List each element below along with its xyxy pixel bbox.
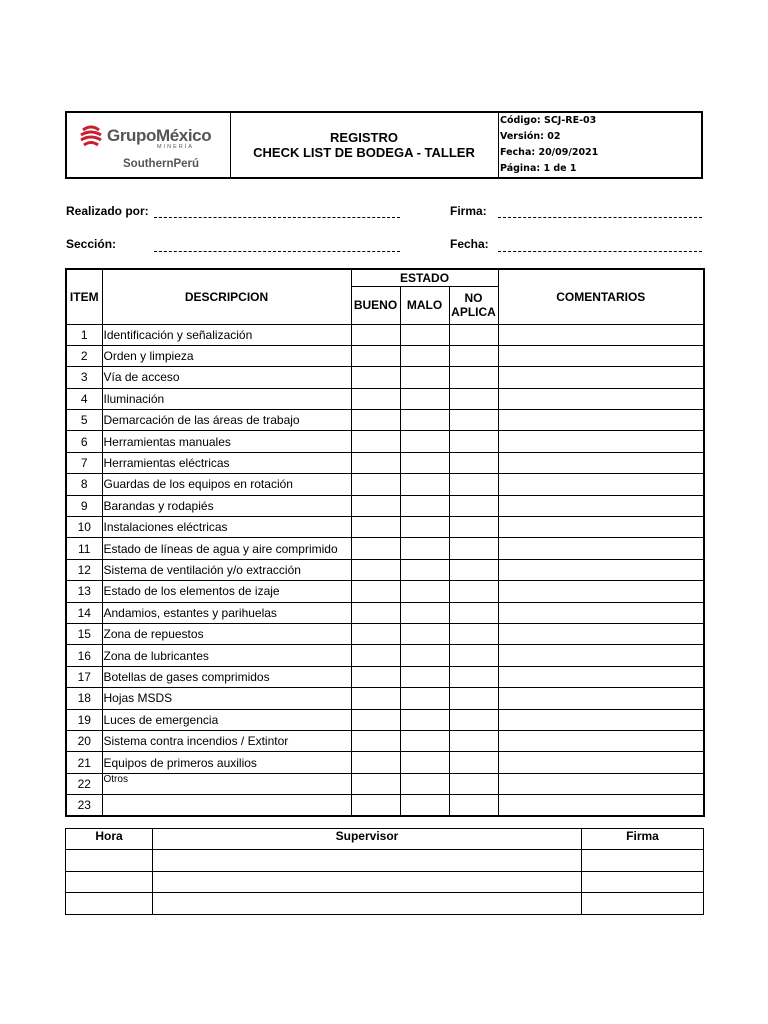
bueno-cell[interactable] bbox=[351, 752, 400, 773]
checklist-table bbox=[65, 268, 705, 817]
no-aplica-cell[interactable] bbox=[449, 474, 498, 495]
item-cell: 19 bbox=[66, 709, 102, 730]
no-aplica-cell[interactable] bbox=[449, 623, 498, 644]
no-aplica-cell[interactable] bbox=[449, 730, 498, 751]
item-cell: 11 bbox=[66, 538, 102, 559]
no-aplica-header bbox=[449, 286, 498, 324]
bueno-cell[interactable] bbox=[351, 538, 400, 559]
bueno-cell[interactable] bbox=[351, 666, 400, 687]
no-aplica-cell[interactable] bbox=[449, 452, 498, 473]
no-aplica-cell[interactable] bbox=[449, 559, 498, 580]
supervisor-row bbox=[66, 871, 704, 893]
hora-cell[interactable] bbox=[66, 871, 153, 893]
malo-cell[interactable] bbox=[400, 602, 449, 623]
document-title bbox=[230, 113, 499, 177]
bueno-cell[interactable] bbox=[351, 730, 400, 751]
descripcion-cell: Otros bbox=[102, 773, 351, 794]
comentarios-cell[interactable] bbox=[498, 773, 704, 794]
logo-brand: GrupoMéxico bbox=[107, 126, 212, 145]
no-aplica-cell[interactable] bbox=[449, 345, 498, 366]
malo-cell[interactable] bbox=[400, 345, 449, 366]
comentarios-cell[interactable] bbox=[498, 581, 704, 602]
comentarios-cell[interactable] bbox=[498, 452, 704, 473]
no-aplica-cell[interactable] bbox=[449, 431, 498, 452]
supervisor-cell[interactable] bbox=[153, 871, 582, 893]
no-aplica-cell[interactable] bbox=[449, 538, 498, 559]
no-aplica-cell[interactable] bbox=[449, 367, 498, 388]
table-row bbox=[66, 324, 704, 345]
comentarios-cell[interactable] bbox=[498, 538, 704, 559]
firma-label: Firma: bbox=[450, 204, 487, 218]
descripcion-cell: Vía de acceso bbox=[102, 367, 351, 388]
table-row bbox=[66, 367, 704, 388]
bueno-cell[interactable] bbox=[351, 709, 400, 730]
bueno-cell[interactable] bbox=[351, 623, 400, 644]
table-row bbox=[66, 559, 704, 580]
bueno-cell[interactable] bbox=[351, 345, 400, 366]
title-line-1: REGISTRO bbox=[330, 130, 398, 145]
malo-cell[interactable] bbox=[400, 367, 449, 388]
descripcion-cell: Botellas de gases comprimidos bbox=[102, 666, 351, 687]
supervisor-header: Supervisor bbox=[153, 829, 582, 850]
supervisor-table bbox=[65, 828, 704, 915]
descripcion-cell: Guardas de los equipos en rotación bbox=[102, 474, 351, 495]
table-row bbox=[66, 474, 704, 495]
comentarios-cell[interactable] bbox=[498, 388, 704, 409]
descripcion-cell: Sistema contra incendios / Extintor bbox=[102, 730, 351, 751]
malo-cell[interactable] bbox=[400, 431, 449, 452]
descripcion-cell: Demarcación de las áreas de trabajo bbox=[102, 410, 351, 431]
comentarios-cell[interactable] bbox=[498, 730, 704, 751]
table-row bbox=[66, 495, 704, 516]
malo-cell[interactable] bbox=[400, 452, 449, 473]
table-row bbox=[66, 688, 704, 709]
item-header: ITEM bbox=[66, 269, 102, 324]
item-cell: 20 bbox=[66, 730, 102, 751]
item-cell: 15 bbox=[66, 623, 102, 644]
document-header bbox=[65, 111, 703, 179]
supervisor-cell[interactable] bbox=[153, 850, 582, 872]
table-row bbox=[66, 431, 704, 452]
descripcion-header: DESCRIPCION bbox=[102, 269, 351, 324]
malo-cell[interactable] bbox=[400, 410, 449, 431]
no-aplica-cell[interactable] bbox=[449, 709, 498, 730]
table-row bbox=[66, 345, 704, 366]
bueno-cell[interactable] bbox=[351, 388, 400, 409]
hora-cell[interactable] bbox=[66, 893, 153, 915]
logo bbox=[67, 113, 231, 177]
no-aplica-cell[interactable] bbox=[449, 752, 498, 773]
table-row bbox=[66, 752, 704, 773]
comentarios-cell[interactable] bbox=[498, 752, 704, 773]
logo-division: MINERÍA bbox=[157, 144, 194, 150]
no-aplica-line-2: APLICA bbox=[451, 305, 496, 319]
descripcion-cell: Instalaciones eléctricas bbox=[102, 517, 351, 538]
firma-cell[interactable] bbox=[582, 871, 704, 893]
comentarios-header: COMENTARIOS bbox=[498, 269, 704, 324]
item-cell: 10 bbox=[66, 517, 102, 538]
version: Versión: 02 bbox=[500, 131, 561, 142]
no-aplica-cell[interactable] bbox=[449, 602, 498, 623]
table-row bbox=[66, 602, 704, 623]
realizado-por-label: Realizado por: bbox=[66, 204, 149, 218]
descripcion-cell: Identificación y señalización bbox=[102, 324, 351, 345]
malo-cell[interactable] bbox=[400, 752, 449, 773]
malo-cell[interactable] bbox=[400, 388, 449, 409]
item-cell: 21 bbox=[66, 752, 102, 773]
no-aplica-cell[interactable] bbox=[449, 773, 498, 794]
malo-cell[interactable] bbox=[400, 795, 449, 817]
bueno-cell[interactable] bbox=[351, 452, 400, 473]
item-cell: 18 bbox=[66, 688, 102, 709]
table-row bbox=[66, 452, 704, 473]
bueno-cell[interactable] bbox=[351, 410, 400, 431]
bueno-cell[interactable] bbox=[351, 581, 400, 602]
table-row bbox=[66, 581, 704, 602]
item-cell: 14 bbox=[66, 602, 102, 623]
malo-cell[interactable] bbox=[400, 730, 449, 751]
descripcion-cell: Andamios, estantes y parihuelas bbox=[102, 602, 351, 623]
comentarios-cell[interactable] bbox=[498, 431, 704, 452]
document-metadata bbox=[499, 113, 701, 177]
hora-header: Hora bbox=[66, 829, 153, 850]
table-row bbox=[66, 517, 704, 538]
item-cell: 8 bbox=[66, 474, 102, 495]
table-row bbox=[66, 410, 704, 431]
seccion-field[interactable] bbox=[154, 251, 400, 252]
comentarios-cell[interactable] bbox=[498, 795, 704, 817]
comentarios-cell[interactable] bbox=[498, 367, 704, 388]
no-aplica-cell[interactable] bbox=[449, 581, 498, 602]
malo-cell[interactable] bbox=[400, 773, 449, 794]
codigo: Código: SCJ-RE-03 bbox=[500, 115, 597, 126]
table-row bbox=[66, 388, 704, 409]
comentarios-cell[interactable] bbox=[498, 517, 704, 538]
firma-cell[interactable] bbox=[582, 850, 704, 872]
descripcion-cell: Sistema de ventilación y/o extracción bbox=[102, 559, 351, 580]
descripcion-cell: Herramientas manuales bbox=[102, 431, 351, 452]
bueno-cell[interactable] bbox=[351, 559, 400, 580]
no-aplica-cell[interactable] bbox=[449, 666, 498, 687]
descripcion-cell: Estado de los elementos de izaje bbox=[102, 581, 351, 602]
descripcion-cell: Zona de lubricantes bbox=[102, 645, 351, 666]
firma-cell[interactable] bbox=[582, 893, 704, 915]
bueno-cell[interactable] bbox=[351, 431, 400, 452]
no-aplica-cell[interactable] bbox=[449, 324, 498, 345]
bueno-header: BUENO bbox=[351, 286, 400, 324]
comentarios-cell[interactable] bbox=[498, 688, 704, 709]
item-cell: 23 bbox=[66, 795, 102, 817]
descripcion-cell: Orden y limpieza bbox=[102, 345, 351, 366]
bueno-cell[interactable] bbox=[351, 517, 400, 538]
no-aplica-cell[interactable] bbox=[449, 517, 498, 538]
table-row bbox=[66, 773, 704, 794]
item-cell: 6 bbox=[66, 431, 102, 452]
comentarios-cell[interactable] bbox=[498, 623, 704, 644]
seccion-label: Sección: bbox=[66, 237, 117, 251]
table-row bbox=[66, 795, 704, 817]
item-cell: 22 bbox=[66, 773, 102, 794]
table-row bbox=[66, 645, 704, 666]
comentarios-cell[interactable] bbox=[498, 495, 704, 516]
supervisor-body bbox=[66, 850, 704, 915]
malo-header: MALO bbox=[400, 286, 449, 324]
no-aplica-cell[interactable] bbox=[449, 688, 498, 709]
bueno-cell[interactable] bbox=[351, 795, 400, 817]
no-aplica-cell[interactable] bbox=[449, 410, 498, 431]
malo-cell[interactable] bbox=[400, 688, 449, 709]
malo-cell[interactable] bbox=[400, 474, 449, 495]
bueno-cell[interactable] bbox=[351, 474, 400, 495]
hora-cell[interactable] bbox=[66, 850, 153, 872]
malo-cell[interactable] bbox=[400, 581, 449, 602]
comentarios-cell[interactable] bbox=[498, 474, 704, 495]
comentarios-cell[interactable] bbox=[498, 324, 704, 345]
descripcion-cell: Estado de líneas de agua y aire comprimido bbox=[102, 538, 351, 559]
descripcion-cell bbox=[102, 795, 351, 817]
comentarios-cell[interactable] bbox=[498, 345, 704, 366]
no-aplica-cell[interactable] bbox=[449, 495, 498, 516]
descripcion-cell: Zona de repuestos bbox=[102, 623, 351, 644]
bueno-cell[interactable] bbox=[351, 773, 400, 794]
title-line-2: CHECK LIST DE BODEGA - TALLER bbox=[253, 145, 475, 160]
malo-cell[interactable] bbox=[400, 559, 449, 580]
no-aplica-cell[interactable] bbox=[449, 795, 498, 817]
fecha-field[interactable] bbox=[498, 251, 702, 252]
firma-header: Firma bbox=[582, 829, 704, 850]
checklist-body bbox=[66, 324, 704, 816]
pagina: Página: 1 de 1 bbox=[500, 163, 577, 174]
bueno-cell[interactable] bbox=[351, 645, 400, 666]
item-cell: 7 bbox=[66, 452, 102, 473]
table-row bbox=[66, 623, 704, 644]
malo-cell[interactable] bbox=[400, 538, 449, 559]
comentarios-cell[interactable] bbox=[498, 559, 704, 580]
comentarios-cell[interactable] bbox=[498, 666, 704, 687]
firma-field[interactable] bbox=[498, 217, 702, 218]
malo-cell[interactable] bbox=[400, 495, 449, 516]
item-cell: 2 bbox=[66, 345, 102, 366]
descripcion-cell: Barandas y rodapiés bbox=[102, 495, 351, 516]
item-cell: 4 bbox=[66, 388, 102, 409]
estado-header: ESTADO bbox=[351, 269, 498, 286]
item-cell: 12 bbox=[66, 559, 102, 580]
comentarios-cell[interactable] bbox=[498, 410, 704, 431]
bueno-cell[interactable] bbox=[351, 688, 400, 709]
bueno-cell[interactable] bbox=[351, 367, 400, 388]
supervisor-cell[interactable] bbox=[153, 893, 582, 915]
malo-cell[interactable] bbox=[400, 324, 449, 345]
comentarios-cell[interactable] bbox=[498, 602, 704, 623]
descripcion-cell: Luces de emergencia bbox=[102, 709, 351, 730]
table-row bbox=[66, 730, 704, 751]
no-aplica-line-1: NO bbox=[464, 291, 483, 305]
realizado-por-field[interactable] bbox=[154, 217, 400, 218]
bueno-cell[interactable] bbox=[351, 324, 400, 345]
item-cell: 5 bbox=[66, 410, 102, 431]
item-cell: 1 bbox=[66, 324, 102, 345]
logo-subsidiary: SouthernPerú bbox=[123, 158, 200, 170]
table-row bbox=[66, 666, 704, 687]
no-aplica-cell[interactable] bbox=[449, 388, 498, 409]
fecha-label: Fecha: bbox=[450, 237, 489, 251]
malo-cell[interactable] bbox=[400, 623, 449, 644]
bueno-cell[interactable] bbox=[351, 495, 400, 516]
item-cell: 13 bbox=[66, 581, 102, 602]
malo-cell[interactable] bbox=[400, 709, 449, 730]
malo-cell[interactable] bbox=[400, 645, 449, 666]
item-cell: 9 bbox=[66, 495, 102, 516]
item-cell: 3 bbox=[66, 367, 102, 388]
table-row bbox=[66, 709, 704, 730]
comentarios-cell[interactable] bbox=[498, 709, 704, 730]
fecha-doc: Fecha: 20/09/2021 bbox=[500, 147, 599, 158]
malo-cell[interactable] bbox=[400, 666, 449, 687]
bueno-cell[interactable] bbox=[351, 602, 400, 623]
comentarios-cell[interactable] bbox=[498, 645, 704, 666]
descripcion-cell: Iluminación bbox=[102, 388, 351, 409]
malo-cell[interactable] bbox=[400, 517, 449, 538]
table-row bbox=[66, 538, 704, 559]
item-cell: 17 bbox=[66, 666, 102, 687]
item-cell: 16 bbox=[66, 645, 102, 666]
supervisor-row bbox=[66, 850, 704, 872]
descripcion-cell: Herramientas eléctricas bbox=[102, 452, 351, 473]
descripcion-cell: Equipos de primeros auxilios bbox=[102, 752, 351, 773]
grupo-mexico-logo-icon bbox=[80, 124, 102, 148]
descripcion-cell: Hojas MSDS bbox=[102, 688, 351, 709]
supervisor-row bbox=[66, 893, 704, 915]
no-aplica-cell[interactable] bbox=[449, 645, 498, 666]
